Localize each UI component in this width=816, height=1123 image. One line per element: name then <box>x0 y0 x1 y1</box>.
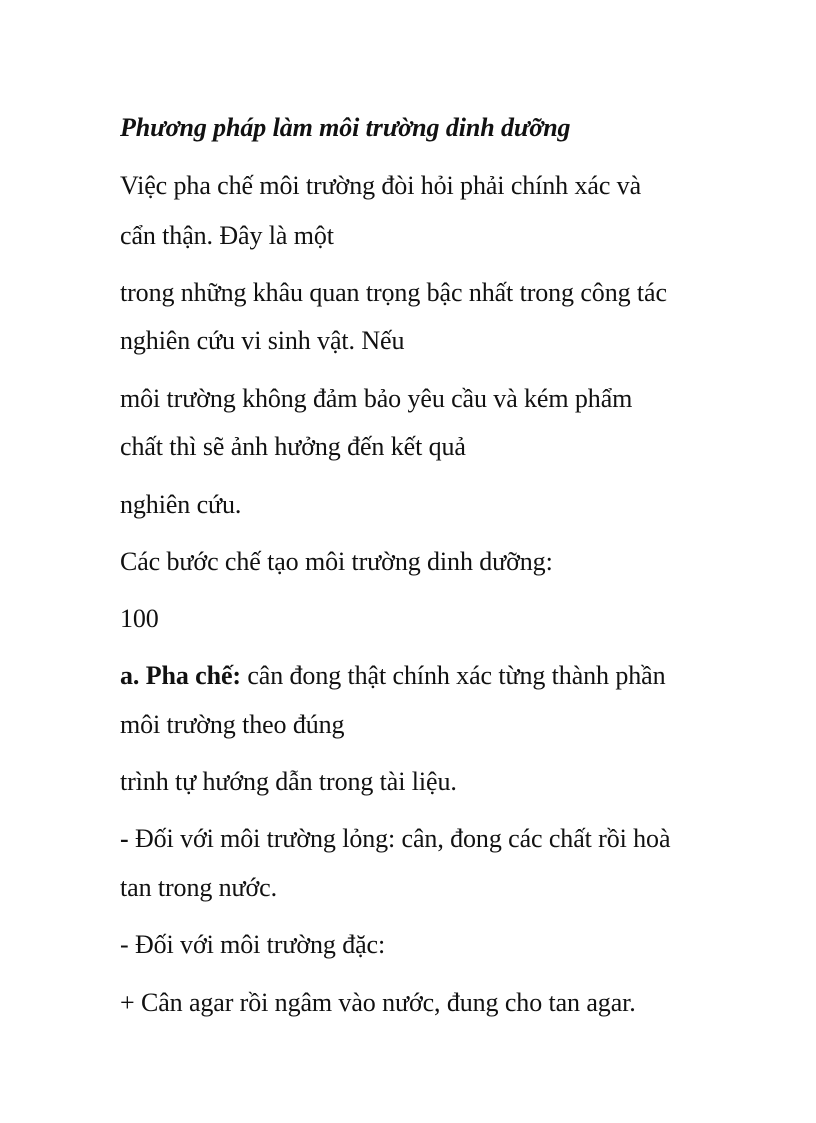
paragraph-line-6: chất thì sẽ ảnh hưởng đến kết quả <box>120 432 466 461</box>
steps-heading: Các bước chế tạo môi trường dinh dưỡng: <box>120 547 553 576</box>
paragraph-line-7: nghiên cứu. <box>120 490 242 519</box>
solid-medium-line: - Đối với môi trường đặc: <box>120 930 386 959</box>
page-number-text: 100 <box>120 604 159 633</box>
section-a-cont-1: môi trường theo đúng <box>120 710 345 739</box>
liquid-text: Đối với môi trường lỏng: cân, đong các chất rồi hoà <box>128 824 671 853</box>
agar-line: + Cân agar rồi ngâm vào nước, đung cho tan agar. <box>120 988 636 1017</box>
paragraph-line-5: môi trường không đảm bảo yêu cầu và kém phẩm <box>120 384 633 413</box>
paragraph-line-4: nghiên cứu vi sinh vật. Nếu <box>120 326 405 355</box>
paragraph-line-3: trong những khâu quan trọng bậc nhất trong công tác <box>120 278 667 307</box>
liquid-dash: - <box>120 824 129 853</box>
liquid-medium-cont: tan trong nước. <box>120 873 278 902</box>
paragraph-line-1: Việc pha chế môi trường đòi hỏi phải chính xác và <box>120 171 642 200</box>
section-a-line <box>120 661 665 691</box>
liquid-medium-line <box>120 824 670 854</box>
section-a-cont-2: trình tự hướng dẫn trong tài liệu. <box>120 767 457 796</box>
section-a-label: a. Pha chế: <box>120 661 241 690</box>
section-a-text: cân đong thật chính xác từng thành phần <box>240 661 666 690</box>
paragraph-line-2: cẩn thận. Đây là một <box>120 221 334 250</box>
document-title: Phương pháp làm môi trường dinh dưỡng <box>120 113 571 142</box>
